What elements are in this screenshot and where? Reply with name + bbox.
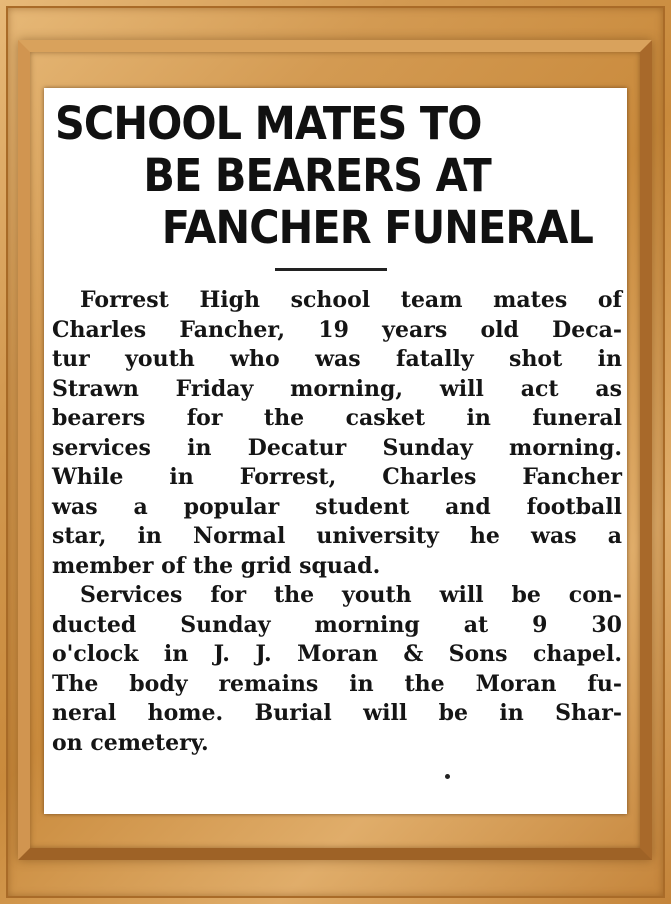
headline-line-3: FANCHER FUNERAL [161,201,593,254]
article-line: ducted Sunday morning at 9 30 [52,611,622,638]
article-line: tur youth who was fatally shot in [52,346,622,372]
article-line: member of the grid squad. [52,552,381,579]
headline-line-2: BE BEARERS AT [143,149,491,202]
headline-divider [275,268,387,271]
article-line: was a popular student and football [52,493,622,520]
headline [44,88,593,254]
print-speck [445,774,450,779]
article-line: services in Decatur Sunday morning. [52,434,622,461]
newspaper-clipping [44,88,627,814]
article-line: star, in Normal university he was a [52,523,622,549]
article-line: While in Forrest, Charles Fancher [52,464,622,490]
headline-line-1: SCHOOL MATES TO [55,97,482,150]
article-line: neral home. Burial will be in Shar- [52,700,622,726]
article-line: Services for the youth will be con- [80,582,622,608]
article-line: Charles Fancher, 19 years old Deca- [52,316,622,343]
article-line: on cemetery. [52,729,209,756]
article-body [52,286,622,758]
article-line: o'clock in J. J. Moran & Sons chapel. [52,641,622,667]
article-line: The body remains in the Moran fu- [52,670,622,697]
article-line: Forrest High school team mates of [80,287,622,313]
article-line: Strawn Friday morning, will act as [52,375,622,402]
article-line: bearers for the casket in funeral [52,405,622,431]
